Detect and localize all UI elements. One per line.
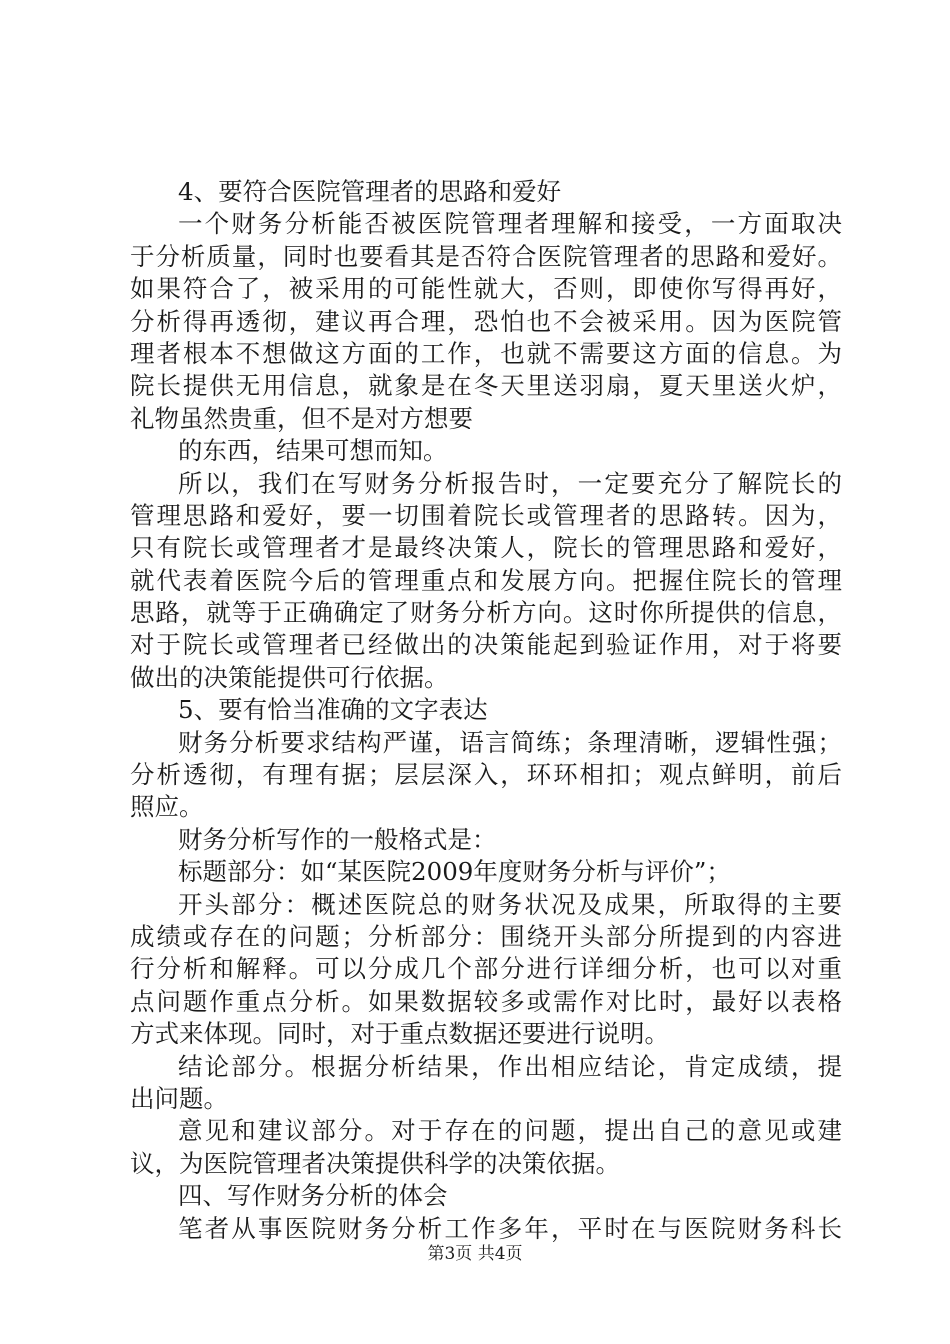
text-line: 就代表着医院今后的管理重点和发展方向。把握住院长的管理 [130, 565, 842, 595]
text-line: 于分析质量，同时也要看其是否符合医院管理者的思路和爱好。 [130, 241, 842, 271]
text-line: 照应。 [130, 792, 204, 822]
text-line: 做出的决策能提供可行依据。 [130, 662, 449, 692]
text-line: 点问题作重点分析。如果数据较多或需作对比时，最好以表格 [130, 986, 842, 1016]
text-line: 出问题。 [130, 1083, 228, 1113]
text-line: 开头部分：概述医院总的财务状况及成果，所取得的主要 [178, 889, 842, 919]
page-footer: 第3页 共4页 [427, 1244, 523, 1264]
text-line: 所以，我们在写财务分析报告时，一定要充分了解院长的 [178, 468, 842, 498]
text-line: 如果符合了，被采用的可能性就大，否则，即使你写得再好， [130, 274, 842, 304]
text-line: 财务分析写作的一般格式是： [178, 824, 497, 854]
text-line: 财务分析要求结构严谨，语言简练；条理清晰，逻辑性强； [178, 727, 842, 757]
text-line: 笔者从事医院财务分析工作多年，平时在与医院财务科长 [178, 1213, 842, 1243]
text-line: 四、写作财务分析的体会 [178, 1181, 448, 1211]
text-line: 分析得再透彻，建议再合理，恐怕也不会被采用。因为医院管 [130, 306, 842, 336]
text-line: 思路，就等于正确确定了财务分析方向。这时你所提供的信息， [130, 598, 842, 628]
document-body [130, 176, 842, 1245]
text-line: 4、要符合医院管理者的思路和爱好 [178, 177, 562, 206]
text-line: 标题部分：如“某医院2009年度财务分析与评价”； [178, 857, 731, 887]
text-line: 分析透彻，有理有据；层层深入，环环相扣；观点鲜明，前后 [130, 760, 842, 790]
text-line: 行分析和解释。可以分成几个部分进行详细分析，也可以对重 [130, 954, 842, 984]
text-line: 一个财务分析能否被医院管理者理解和接受，一方面取决 [178, 209, 842, 239]
text-line: 成绩或存在的问题；分析部分：围绕开头部分所提到的内容进 [130, 921, 842, 951]
text-line: 结论部分。根据分析结果，作出相应结论，肯定成绩，提 [178, 1051, 842, 1081]
text-line: 5、要有恰当准确的文字表达 [178, 695, 488, 725]
text-line: 管理思路和爱好，要一切围着院长或管理者的思路转。因为， [130, 500, 842, 530]
text-line: 只有院长或管理者才是最终决策人，院长的管理思路和爱好， [130, 533, 842, 563]
text-line: 意见和建议部分。对于存在的问题，提出自己的意见或建 [178, 1116, 842, 1146]
text-line: 理者根本不想做这方面的工作，也就不需要这方面的信息。为 [130, 338, 842, 368]
text-line: 院长提供无用信息，就象是在冬天里送羽扇，夏天里送火炉， [130, 371, 842, 401]
text-line: 方式来体现。同时，对于重点数据还要进行说明。 [130, 1019, 669, 1049]
text-line: 对于院长或管理者已经做出的决策能起到验证作用，对于将要 [130, 630, 842, 660]
text-line: 礼物虽然贵重，但不是对方想要 [130, 403, 473, 433]
text-line: 的东西，结果可想而知。 [178, 436, 448, 466]
text-line: 议，为医院管理者决策提供科学的决策依据。 [130, 1148, 620, 1178]
